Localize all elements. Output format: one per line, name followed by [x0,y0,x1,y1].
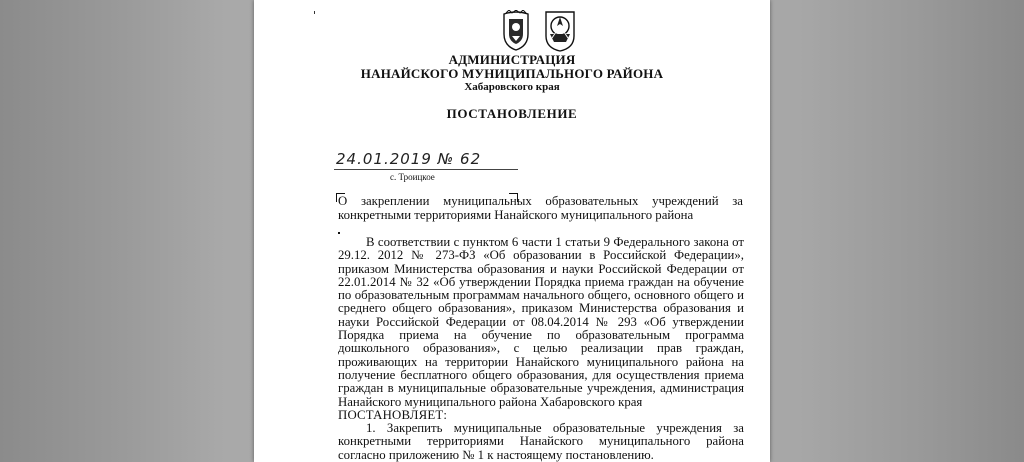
paragraph-1: В соответствии с пунктом 6 части 1 статьи 9 Федерального закона от 29.12. 2012 № 273-ФЗ «Об образовании в Российской Федерации», приказом Министерства образования и науки Российской Федерации от 22.01.2014 № 32 «Об утверждении Порядка приема граждан на обучение по образовательным программам начального общего, основного общего и среднего общего образования», приказом Министерства образования и науки Российской Федерации от 08.04.2014 № 293 «Об утверждении Порядка приема на обучение по образовательным программа дошкольного образования», с целью реализации прав граждан, проживающих на территории Нанайского муниципального района на получение бесплатного общего образования, для осуществления приема граждан в муниципальные образовательные учреждения, администрация Нанайского муниципального района Хабаровского края [338,235,744,409]
date-number-line [332,150,518,172]
place-label: с. Троицкое [390,172,435,182]
handwritten-date-number: 24.01.2019 № 62 [336,150,482,168]
coat-of-arms-icon [500,10,532,52]
document-page [254,0,770,462]
header-admin: АДМИНИСТРАЦИЯ [448,52,576,67]
header-kray: Хабаровского края [464,81,560,93]
document-subject: О закреплении муниципальных образовательных учреждений за конкретными территориями Нанайского муниципального района [338,194,743,222]
decree-word: ПОСТАНОВЛЯЕТ: [338,407,448,422]
emblems [500,10,578,56]
date-underline [334,169,518,170]
document-body [338,236,744,462]
document-title: ПОСТАНОВЛЕНИЕ [446,106,578,121]
header-region: НАНАЙСКОГО МУНИЦИПАЛЬНОГО РАЙОНА [360,66,664,81]
item-1: 1. Закрепить муниципальные образовательные учреждения за конкретными территориями Нанайского муниципального района согласно приложению № 1 к настоящему постановлению. [338,421,744,462]
scan-speck [314,11,315,14]
scan-dot [338,232,340,234]
district-emblem-icon [544,10,576,52]
